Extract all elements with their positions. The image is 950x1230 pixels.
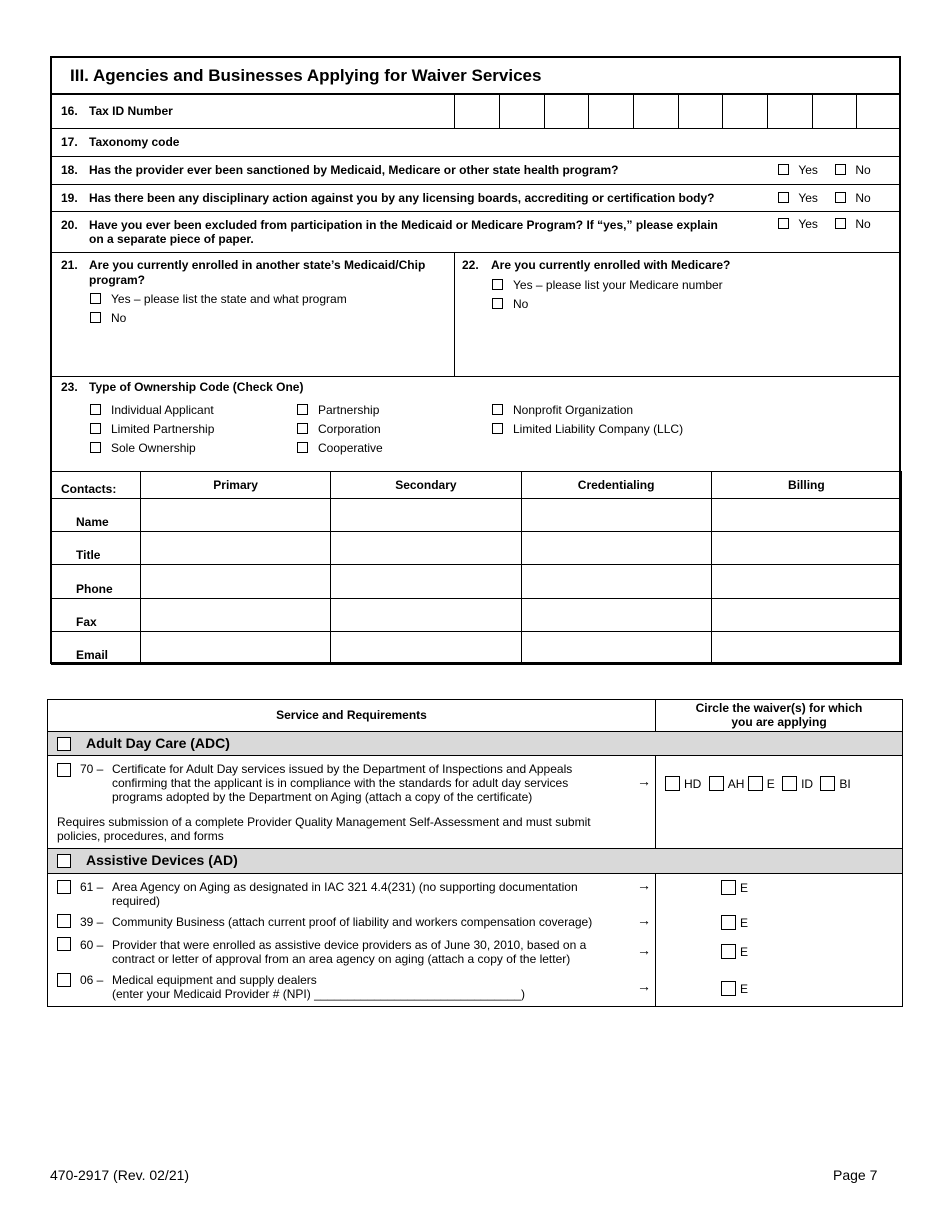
checkbox[interactable] bbox=[90, 293, 101, 304]
contacts-row-name: Name bbox=[52, 499, 141, 532]
q19-label: Has there been any disciplinary action against you by any licensing boards, accrediting or certification body? bbox=[89, 191, 715, 205]
service-70-code: 70 – bbox=[80, 762, 104, 776]
checkbox[interactable] bbox=[778, 192, 789, 203]
contact-cell[interactable] bbox=[521, 499, 711, 532]
ownership-corporation[interactable]: Corporation bbox=[297, 422, 381, 436]
contact-cell[interactable] bbox=[711, 631, 901, 664]
contact-cell[interactable] bbox=[331, 631, 521, 664]
q20-number: 20. bbox=[61, 218, 78, 232]
checkbox[interactable] bbox=[835, 164, 846, 175]
contact-cell[interactable] bbox=[141, 532, 331, 565]
contact-cell[interactable] bbox=[141, 598, 331, 631]
q16-label: Tax ID Number bbox=[89, 104, 173, 118]
contact-cell[interactable] bbox=[141, 631, 331, 664]
arrow-icon: → bbox=[637, 978, 651, 994]
waiver-e-checkbox[interactable] bbox=[721, 880, 736, 895]
contact-cell[interactable] bbox=[711, 499, 901, 532]
checkbox[interactable] bbox=[835, 192, 846, 203]
q21-no-option[interactable]: No bbox=[90, 311, 126, 325]
checkbox[interactable] bbox=[778, 218, 789, 229]
ad-header bbox=[48, 849, 902, 873]
contact-cell[interactable] bbox=[711, 598, 901, 631]
ownership-individual-applicant[interactable]: Individual Applicant bbox=[90, 403, 214, 417]
checkbox[interactable] bbox=[492, 279, 503, 290]
adc-title: Adult Day Care (ADC) bbox=[86, 735, 230, 751]
service-60-waiver: E bbox=[721, 944, 748, 959]
contact-cell[interactable] bbox=[331, 598, 521, 631]
contacts-row-title: Title bbox=[52, 532, 141, 565]
ownership-llc[interactable]: Limited Liability Company (LLC) bbox=[492, 422, 683, 436]
q17-label: Taxonomy code bbox=[89, 135, 180, 149]
q17-number: 17. bbox=[61, 135, 78, 149]
waiver-e-checkbox[interactable] bbox=[721, 981, 736, 996]
checkbox[interactable] bbox=[297, 423, 308, 434]
q19-no[interactable]: No bbox=[835, 191, 871, 205]
contacts-col-credentialing: Credentialing bbox=[521, 472, 711, 499]
checkbox[interactable] bbox=[297, 404, 308, 415]
service-60-text: Provider that were enrolled as assistive device providers as of June 30, 2010, based on a contract or letter of approval from an area agency on aging (attach a copy of the letter) bbox=[112, 938, 587, 966]
waiver-ah-checkbox[interactable] bbox=[709, 776, 724, 791]
services-table bbox=[47, 699, 903, 1007]
section-iii-form bbox=[50, 56, 901, 664]
q21-label: Are you currently enrolled in another state’s Medicaid/Chip program? bbox=[89, 258, 426, 287]
service-39-code: 39 – bbox=[80, 915, 104, 929]
contacts-table bbox=[51, 471, 902, 665]
service-61-code: 61 – bbox=[80, 880, 104, 894]
q22-label: Are you currently enrolled with Medicare? bbox=[491, 258, 731, 272]
q18-number: 18. bbox=[61, 163, 78, 177]
service-60-code: 60 – bbox=[80, 938, 104, 952]
waiver-id-checkbox[interactable] bbox=[782, 776, 797, 791]
q22-number: 22. bbox=[462, 258, 479, 272]
contacts-label: Contacts: bbox=[52, 472, 141, 499]
tax-id-boxes[interactable] bbox=[454, 94, 901, 128]
checkbox[interactable] bbox=[492, 404, 503, 415]
contacts-row-phone: Phone bbox=[52, 565, 141, 598]
service-06-code: 06 – bbox=[80, 973, 104, 987]
waiver-e-checkbox[interactable] bbox=[721, 915, 736, 930]
waiver-e-checkbox[interactable] bbox=[721, 944, 736, 959]
contact-cell[interactable] bbox=[711, 565, 901, 598]
service-06-waiver: E bbox=[721, 981, 748, 996]
header-service: Service and Requirements bbox=[276, 708, 427, 722]
q21-number: 21. bbox=[61, 258, 78, 272]
checkbox[interactable] bbox=[492, 423, 503, 434]
arrow-icon: → bbox=[637, 912, 651, 928]
q16-number: 16. bbox=[61, 104, 78, 118]
contact-cell[interactable] bbox=[331, 565, 521, 598]
page-number: Page 7 bbox=[833, 1167, 878, 1183]
arrow-icon: → bbox=[637, 877, 651, 893]
contact-cell[interactable] bbox=[331, 532, 521, 565]
service-06-text: Medical equipment and supply dealers (enter your Medicaid Provider # (NPI) _______________________________) bbox=[112, 973, 525, 1001]
checkbox[interactable] bbox=[90, 404, 101, 415]
ownership-limited-partnership[interactable]: Limited Partnership bbox=[90, 422, 214, 436]
q19-yes[interactable]: Yes bbox=[778, 191, 818, 205]
q18-yes[interactable]: Yes bbox=[778, 163, 818, 177]
contacts-col-primary: Primary bbox=[141, 472, 331, 499]
service-61-waiver: E bbox=[721, 880, 748, 895]
ownership-partnership[interactable]: Partnership bbox=[297, 403, 379, 417]
q20-yes[interactable]: Yes bbox=[778, 217, 818, 231]
checkbox[interactable] bbox=[90, 312, 101, 323]
arrow-icon: → bbox=[637, 942, 651, 958]
service-06-checkbox[interactable] bbox=[57, 973, 71, 987]
service-39-checkbox[interactable] bbox=[57, 914, 71, 928]
checkbox[interactable] bbox=[90, 442, 101, 453]
waiver-bi-checkbox[interactable] bbox=[820, 776, 835, 791]
waiver-hd-checkbox[interactable] bbox=[665, 776, 680, 791]
service-61-text: Area Agency on Aging as designated in IAC 321 4.4(231) (no supporting documentation required) bbox=[112, 880, 578, 908]
service-39-waiver: E bbox=[721, 915, 748, 930]
service-61-checkbox[interactable] bbox=[57, 880, 71, 894]
q23-number: 23. bbox=[61, 380, 78, 394]
contact-cell[interactable] bbox=[711, 532, 901, 565]
service-70-checkbox[interactable] bbox=[57, 763, 71, 777]
section-title: III. Agencies and Businesses Applying for Waiver Services bbox=[70, 66, 542, 85]
adc-header bbox=[48, 732, 902, 755]
contact-cell[interactable] bbox=[141, 499, 331, 532]
contact-cell[interactable] bbox=[141, 565, 331, 598]
q22-yes-option[interactable]: Yes – please list your Medicare number bbox=[492, 278, 723, 292]
form-number: 470-2917 (Rev. 02/21) bbox=[50, 1167, 190, 1183]
ad-title: Assistive Devices (AD) bbox=[86, 852, 238, 868]
ad-checkbox[interactable] bbox=[57, 854, 71, 868]
adc-waiver-options: HD AH E ID BI bbox=[665, 776, 851, 791]
service-60-checkbox[interactable] bbox=[57, 937, 71, 951]
contact-cell[interactable] bbox=[331, 499, 521, 532]
q22-no-option[interactable]: No bbox=[492, 297, 528, 311]
checkbox[interactable] bbox=[297, 442, 308, 453]
contacts-col-billing: Billing bbox=[711, 472, 901, 499]
q19-number: 19. bbox=[61, 191, 78, 205]
ownership-nonprofit[interactable]: Nonprofit Organization bbox=[492, 403, 633, 417]
service-39-text: Community Business (attach current proof of liability and workers compensation coverage) bbox=[112, 915, 593, 929]
checkbox[interactable] bbox=[778, 164, 789, 175]
checkbox[interactable] bbox=[835, 218, 846, 229]
contact-cell[interactable] bbox=[521, 598, 711, 631]
adc-requirements-note: Requires submission of a complete Provider Quality Management Self-Assessment and must submit policies, procedures, and forms bbox=[57, 815, 591, 843]
checkbox[interactable] bbox=[90, 423, 101, 434]
q23-label: Type of Ownership Code (Check One) bbox=[89, 380, 304, 394]
q20-label: Have you ever been excluded from participation in the Medicaid or Medicare Program? If “yes,” please explain on a separate piece of paper. bbox=[89, 218, 718, 246]
service-70-text: Certificate for Adult Day services issued by the Department of Inspections and Appeals confirming that the applicant is in compliance with the standards for adult day services programs adopted by the Department on Aging (attach a copy of the certificate) bbox=[112, 762, 573, 804]
ownership-sole-ownership[interactable]: Sole Ownership bbox=[90, 441, 196, 455]
q18-no[interactable]: No bbox=[835, 163, 871, 177]
contacts-col-secondary: Secondary bbox=[331, 472, 521, 499]
adc-checkbox[interactable] bbox=[57, 737, 71, 751]
q21-yes-option[interactable]: Yes – please list the state and what program bbox=[90, 292, 347, 306]
contact-cell[interactable] bbox=[521, 631, 711, 664]
checkbox[interactable] bbox=[492, 298, 503, 309]
q18-label: Has the provider ever been sanctioned by Medicaid, Medicare or other state health program? bbox=[89, 163, 619, 177]
contacts-row-email: Email bbox=[52, 631, 141, 664]
contact-cell[interactable] bbox=[521, 565, 711, 598]
contacts-row-fax: Fax bbox=[52, 598, 141, 631]
header-waiver: Circle the waiver(s) for which you are applying bbox=[695, 701, 863, 729]
arrow-icon: → bbox=[637, 773, 651, 789]
q20-no[interactable]: No bbox=[835, 217, 871, 231]
waiver-e-checkbox[interactable] bbox=[748, 776, 763, 791]
ownership-cooperative[interactable]: Cooperative bbox=[297, 441, 383, 455]
contact-cell[interactable] bbox=[521, 532, 711, 565]
